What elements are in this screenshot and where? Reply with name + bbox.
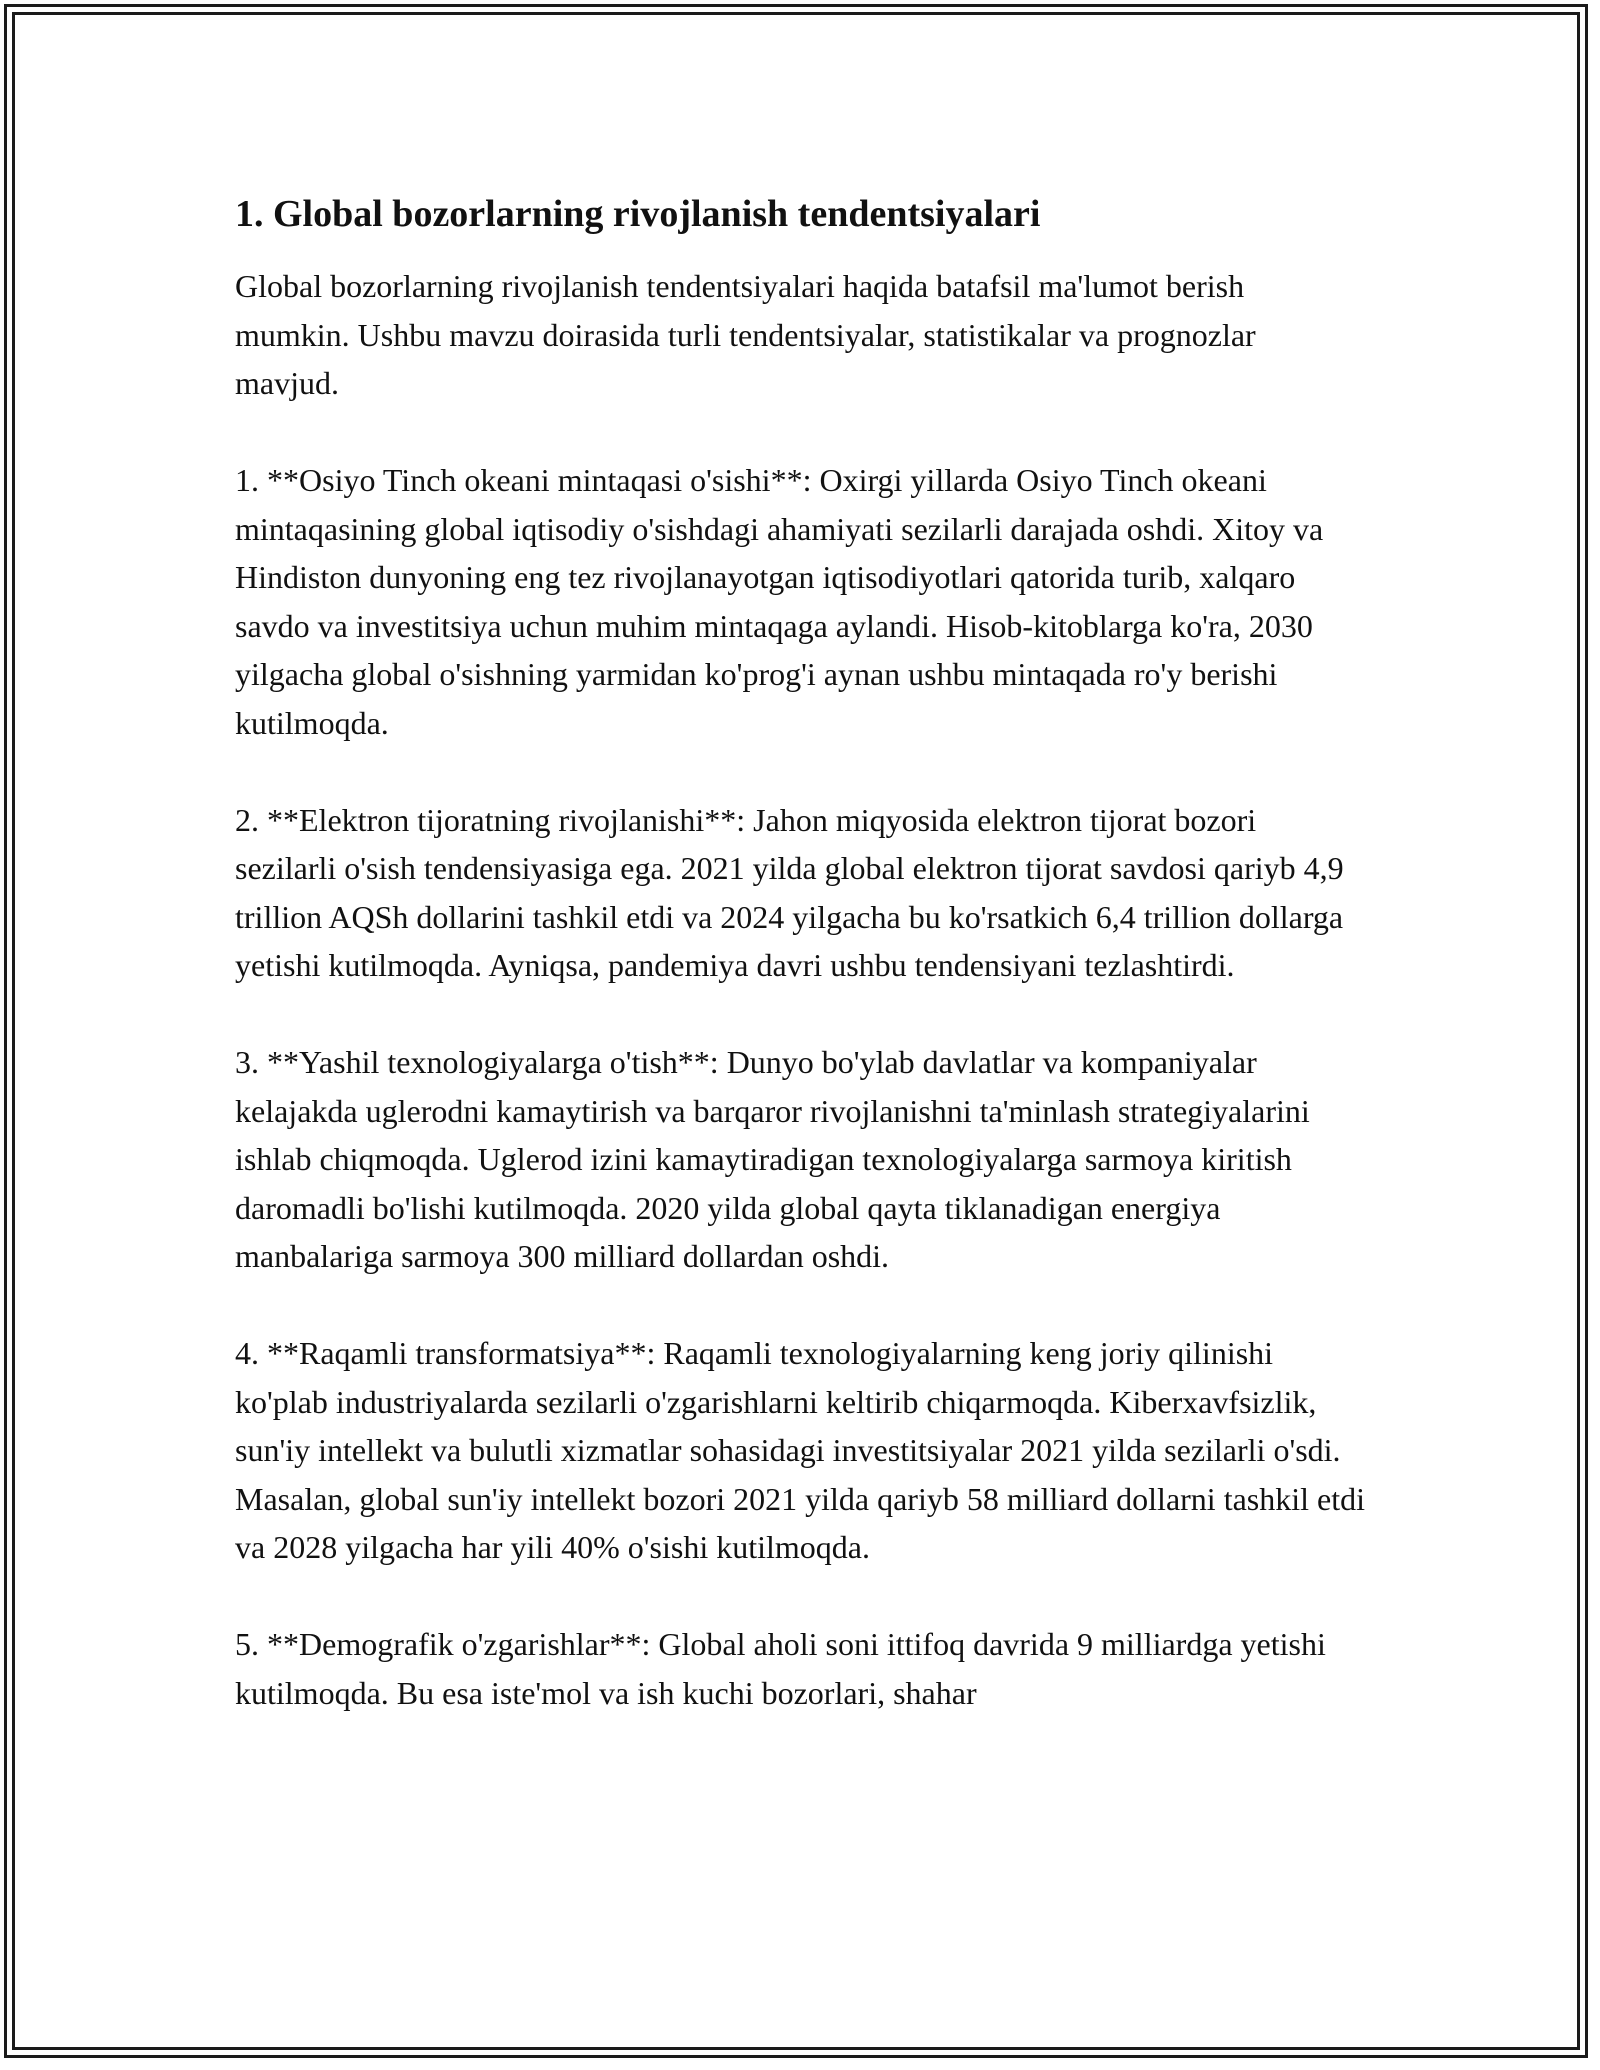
section-heading: 1. Global bozorlarning rivojlanish tendentsiyalari: [235, 193, 1041, 235]
trend-paragraph-demographics: 5. **Demografik o'zgarishlar**: Global aholi soni ittifoq davrida 9 milliardga yetishi kutilmoqda. Bu esa iste'mol va ish kuchi bozorlari, shahar: [235, 1626, 1326, 1711]
trend-paragraph-ecommerce: 2. **Elektron tijoratning rivojlanishi**: Jahon miqyosida elektron tijorat bozori sezilarli o'sish tendensiyasiga ega. 2021 yilda global elektron tijorat savdosi qariyb 4,9 trillion AQSh dollarini tashkil etdi va 2024 yilgacha bu ko'rsatkich 6,4 trillion dollarga yetishi kutilmoqda. Ayniqsa, pandemiya davri ushbu tendensiyani tezlashtirdi.: [235, 801, 1344, 983]
trend-paragraph-digital-transformation: 4. **Raqamli transformatsiya**: Raqamli texnologiyalarning keng joriy qilinishi ko'plab industriyalarda sezilarli o'zgarishlarni keltirib chiqarmoqda. Kiberxavfsizlik, sun'iy intellekt va bulutli xizmatlar sohasidagi investitsiyalar 2021 yilda sezilarli o'sdi. Masalan, global sun'iy intellekt bozori 2021 yilda qariyb 58 milliard dollarni tashkil etdi va 2028 yilgacha har yili 40% o'sishi kutilmoqda.: [235, 1335, 1365, 1565]
trend-paragraph-green-tech: 3. **Yashil texnologiyalarga o'tish**: Dunyo bo'ylab davlatlar va kompaniyalar kelajakda uglerodni kamaytirish va barqaror rivojlanishni ta'minlash strategiyalarini ishlab chiqmoqda. Uglerod izini kamaytiradigan texnologiyalarga sarmoya kiritish daromadli bo'lishi kutilmoqda. 2020 yilda global qayta tiklanadigan energiya manbalariga sarmoya 300 milliard dollardan oshdi.: [235, 1044, 1310, 1274]
trend-paragraph-asia-pacific: 1. **Osiyo Tinch okeani mintaqasi o'sishi**: Oxirgi yillarda Osiyo Tinch okeani mintaqasining global iqtisodiy o'sishdagi ahamiyati sezilarli darajada oshdi. Xitoy va Hindiston dunyoning eng tez rivojlanayotgan iqtisodiyotlari qatorida turib, xalqaro savdo va investitsiya uchun muhim mintaqaga aylandi. Hisob-kitoblarga ko'ra, 2030 yilgacha global o'sishning yarmidan ko'prog'i aynan ushbu mintaqada ro'y berishi kutilmoqda.: [235, 462, 1324, 741]
intro-paragraph: Global bozorlarning rivojlanish tendentsiyalari haqida batafsil ma'lumot berish mumkin. Ushbu mavzu doirasida turli tendentsiyalar, statistikalar va prognozlar mavjud.: [235, 268, 1256, 401]
document-body: [235, 188, 1365, 1766]
